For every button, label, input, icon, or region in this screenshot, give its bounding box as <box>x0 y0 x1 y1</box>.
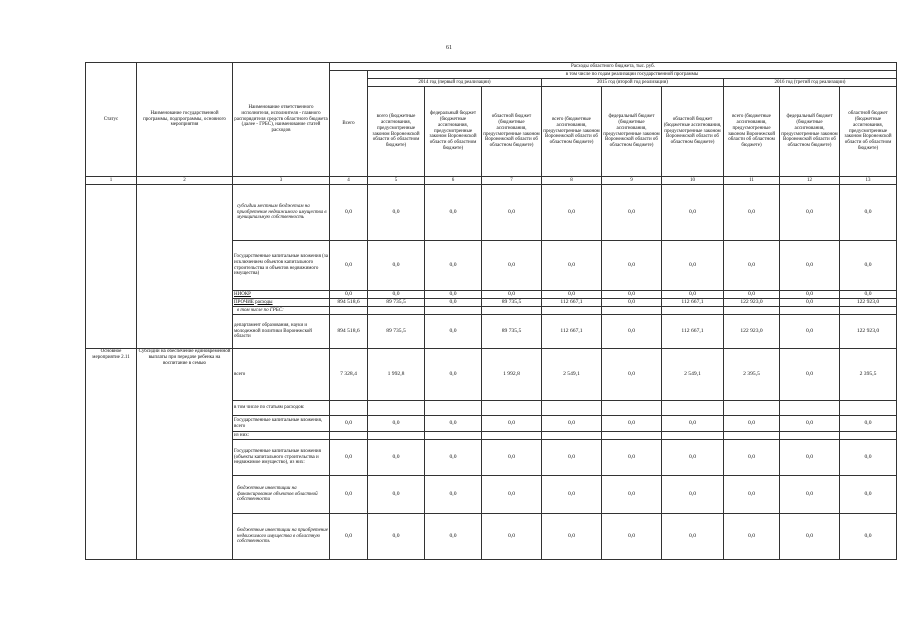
header-program-name: Наименование государственной программы, подпрограммы, основного мероприятия <box>137 63 233 177</box>
value-cell: 0,0 <box>724 185 780 241</box>
value-cell <box>330 307 368 315</box>
value-cell <box>330 401 368 416</box>
value-cell <box>368 401 425 416</box>
value-cell <box>840 432 897 440</box>
header-by-years: в том числе по годам реализации государственной программы <box>368 71 897 79</box>
value-cell <box>662 307 724 315</box>
value-cell: 0,0 <box>425 315 482 349</box>
header-year-3: 2016 год (третий год реализации) <box>724 79 897 87</box>
value-cell: 0,0 <box>482 476 542 514</box>
value-cell: 0,0 <box>368 440 425 476</box>
budget-table <box>85 62 897 560</box>
value-cell: 0,0 <box>425 514 482 560</box>
value-cell: 0,0 <box>368 291 425 299</box>
header-col-regional: областной бюджет (бюджетные ассигнования, предусмотренные законом Воронежской области об областном бюджете) <box>482 87 542 177</box>
value-cell: 0,0 <box>602 291 662 299</box>
value-cell: 0,0 <box>602 349 662 401</box>
column-number: 3 <box>233 177 330 185</box>
value-cell: 2 549,1 <box>542 349 602 401</box>
value-cell: 0,0 <box>368 241 425 291</box>
value-cell: 0,0 <box>368 185 425 241</box>
value-cell <box>482 307 542 315</box>
column-number: 4 <box>330 177 368 185</box>
value-cell: 2 549,1 <box>662 349 724 401</box>
value-cell: 7 328,4 <box>330 349 368 401</box>
row-label: Государственные капитальные вложения (объекты капитального строительства и недвижимое имущество), из них: <box>233 440 330 476</box>
value-cell: 0,0 <box>425 185 482 241</box>
value-cell <box>840 401 897 416</box>
value-cell: 1 992,8 <box>368 349 425 401</box>
value-cell: 122 923,0 <box>840 299 897 307</box>
value-cell: 0,0 <box>780 476 840 514</box>
row-label: Государственные капитальные вложения, всего <box>233 416 330 432</box>
value-cell: 0,0 <box>330 514 368 560</box>
column-number: 2 <box>137 177 233 185</box>
value-cell: 0,0 <box>662 241 724 291</box>
value-cell <box>330 432 368 440</box>
value-cell: 0,0 <box>780 514 840 560</box>
value-cell: 0,0 <box>482 185 542 241</box>
row-label: бюджетные инвестиции на финансирование объектов областной собственности <box>233 476 330 514</box>
value-cell: 0,0 <box>482 241 542 291</box>
value-cell: 0,0 <box>482 440 542 476</box>
value-cell <box>602 432 662 440</box>
value-cell <box>425 307 482 315</box>
header-year-1: 2014 год (первый год реализации) <box>368 79 542 87</box>
value-cell: 89 735,5 <box>368 315 425 349</box>
value-cell: 0,0 <box>780 299 840 307</box>
table-row <box>86 185 897 241</box>
value-cell: 0,0 <box>780 349 840 401</box>
value-cell <box>662 432 724 440</box>
value-cell: 0,0 <box>542 514 602 560</box>
value-cell <box>602 307 662 315</box>
program-name: Субсидии на обеспечение единовременной выплаты при передаче ребенка на воспитание в семью <box>137 349 233 560</box>
value-cell: 0,0 <box>840 185 897 241</box>
value-cell: 0,0 <box>724 514 780 560</box>
value-cell: 0,0 <box>840 416 897 432</box>
value-cell: 0,0 <box>542 241 602 291</box>
value-cell: 0,0 <box>662 185 724 241</box>
value-cell: 0,0 <box>482 291 542 299</box>
column-number: 8 <box>542 177 602 185</box>
value-cell <box>724 401 780 416</box>
header-col-federal: федеральный бюджет (бюджетные ассигнования, предусмотренные законом Воронежской области об областном бюджете) <box>602 87 662 177</box>
program-cell-empty <box>137 185 233 349</box>
value-cell: 0,0 <box>330 440 368 476</box>
row-label: в том числе по ГРБС: <box>233 307 330 315</box>
value-cell: 89 735,5 <box>482 315 542 349</box>
header-col-regional: областной бюджет (бюджетные ассигнования, предусмотренные законом Воронежской области об областном бюджете) <box>840 87 897 177</box>
value-cell: 0,0 <box>330 476 368 514</box>
value-cell: 0,0 <box>662 476 724 514</box>
value-cell: 0,0 <box>602 416 662 432</box>
value-cell: 0,0 <box>840 514 897 560</box>
value-cell <box>542 401 602 416</box>
value-cell <box>780 307 840 315</box>
column-number: 5 <box>368 177 425 185</box>
row-label: всего <box>233 349 330 401</box>
value-cell: 0,0 <box>724 241 780 291</box>
value-cell: 0,0 <box>780 416 840 432</box>
row-label: ПРОЧИЕ расходы <box>233 299 330 307</box>
value-cell: 0,0 <box>425 299 482 307</box>
value-cell: 0,0 <box>724 440 780 476</box>
value-cell: 0,0 <box>780 241 840 291</box>
header-col-total: всего (бюджетные ассигнования, предусмотренные законом Воронежской области об областном бюджете) <box>542 87 602 177</box>
value-cell: 0,0 <box>542 440 602 476</box>
value-cell <box>368 432 425 440</box>
header-expenses: Расходы областного бюджета, тыс. руб. <box>330 63 897 71</box>
value-cell: 0,0 <box>840 291 897 299</box>
value-cell: 0,0 <box>724 291 780 299</box>
value-cell: 89 735,5 <box>482 299 542 307</box>
value-cell <box>724 307 780 315</box>
column-number: 10 <box>662 177 724 185</box>
value-cell: 0,0 <box>330 185 368 241</box>
column-number: 13 <box>840 177 897 185</box>
value-cell <box>662 401 724 416</box>
value-cell: 0,0 <box>368 416 425 432</box>
value-cell: 0,0 <box>602 514 662 560</box>
value-cell: 0,0 <box>602 440 662 476</box>
value-cell: 0,0 <box>662 440 724 476</box>
value-cell: 122 923,0 <box>724 299 780 307</box>
value-cell <box>482 432 542 440</box>
column-number: 12 <box>780 177 840 185</box>
value-cell: 0,0 <box>330 241 368 291</box>
header-status: Статус <box>86 63 137 177</box>
value-cell: 0,0 <box>542 291 602 299</box>
value-cell: 0,0 <box>840 241 897 291</box>
column-number: 1 <box>86 177 137 185</box>
value-cell: 0,0 <box>780 185 840 241</box>
value-cell: 0,0 <box>602 299 662 307</box>
value-cell: 0,0 <box>840 440 897 476</box>
value-cell: 0,0 <box>482 514 542 560</box>
value-cell: 112 667,1 <box>542 315 602 349</box>
value-cell: 0,0 <box>542 185 602 241</box>
value-cell: 1 992,8 <box>482 349 542 401</box>
value-cell: 2 395,5 <box>724 349 780 401</box>
column-number: 7 <box>482 177 542 185</box>
column-number: 6 <box>425 177 482 185</box>
value-cell: 0,0 <box>780 315 840 349</box>
column-number: 9 <box>602 177 662 185</box>
value-cell: 0,0 <box>425 291 482 299</box>
value-cell: 0,0 <box>330 416 368 432</box>
value-cell: 894 518,6 <box>330 315 368 349</box>
header-executor: Наименование ответственного исполнителя, исполнителя - главного распорядителя средств областного бюджета (далее - ГРБС), наименование статей расходов <box>233 63 330 177</box>
value-cell: 0,0 <box>780 440 840 476</box>
value-cell: 0,0 <box>368 514 425 560</box>
value-cell <box>840 307 897 315</box>
row-label: бюджетные инвестиции на приобретение недвижимого имущества в областную собственность <box>233 514 330 560</box>
program-status: Основное мероприятие 2.11 <box>86 349 137 560</box>
value-cell: 122 923,0 <box>724 315 780 349</box>
value-cell <box>780 401 840 416</box>
value-cell: 0,0 <box>425 349 482 401</box>
row-label: Государственные капитальные вложения (за исключением объектов капитального строительства и объектов недвижимого имущества) <box>233 241 330 291</box>
value-cell: 0,0 <box>780 291 840 299</box>
row-label: из них: <box>233 432 330 440</box>
page-number: 61 <box>446 45 452 51</box>
value-cell: 89 735,5 <box>368 299 425 307</box>
status-cell-empty <box>86 185 137 349</box>
value-cell: 0,0 <box>724 476 780 514</box>
value-cell: 0,0 <box>368 476 425 514</box>
value-cell: 0,0 <box>602 185 662 241</box>
row-label: субсидии местным бюджетам на приобретение недвижимого имущества в муниципальную собственность <box>233 185 330 241</box>
header-col-federal: федеральный бюджет (бюджетные ассигнования, предусмотренные законом Воронежской области об областном бюджете) <box>780 87 840 177</box>
header-col-regional: областной бюджет (бюджетные ассигнования, предусмотренные законом Воронежской области об областном бюджете) <box>662 87 724 177</box>
value-cell: 0,0 <box>425 416 482 432</box>
column-number: 11 <box>724 177 780 185</box>
value-cell: 0,0 <box>330 291 368 299</box>
value-cell <box>368 307 425 315</box>
value-cell: 0,0 <box>602 315 662 349</box>
value-cell: 0,0 <box>662 514 724 560</box>
value-cell: 0,0 <box>542 416 602 432</box>
header-total: Всего <box>330 71 368 177</box>
value-cell: 0,0 <box>425 476 482 514</box>
value-cell: 0,0 <box>425 241 482 291</box>
row-label: в том числе по статьям расходов: <box>233 401 330 416</box>
value-cell <box>482 401 542 416</box>
value-cell <box>542 432 602 440</box>
value-cell: 0,0 <box>662 291 724 299</box>
value-cell: 0,0 <box>482 416 542 432</box>
value-cell: 112 667,1 <box>662 315 724 349</box>
value-cell <box>780 432 840 440</box>
value-cell <box>724 432 780 440</box>
header-col-total: всего (бюджетные ассигнования, предусмотренные законом Воронежской области об областном бюджете) <box>724 87 780 177</box>
value-cell: 0,0 <box>602 241 662 291</box>
header-col-federal: федеральный бюджет (бюджетные ассигнования, предусмотренные законом Воронежской области об областном бюджете) <box>425 87 482 177</box>
value-cell: 0,0 <box>840 476 897 514</box>
value-cell: 2 395,5 <box>840 349 897 401</box>
value-cell: 122 923,0 <box>840 315 897 349</box>
value-cell <box>602 401 662 416</box>
value-cell: 112 667,1 <box>662 299 724 307</box>
value-cell: 0,0 <box>724 416 780 432</box>
table-row <box>86 349 897 401</box>
value-cell: 0,0 <box>602 476 662 514</box>
value-cell <box>425 401 482 416</box>
value-cell: 0,0 <box>662 416 724 432</box>
value-cell: 112 667,1 <box>542 299 602 307</box>
value-cell: 0,0 <box>542 476 602 514</box>
header-col-total: всего (бюджетные ассигнования, предусмотренные законом Воронежской области об областном бюджете) <box>368 87 425 177</box>
value-cell <box>425 432 482 440</box>
value-cell: 894 518,6 <box>330 299 368 307</box>
row-label: НИОКР <box>233 291 330 299</box>
value-cell <box>542 307 602 315</box>
value-cell: 0,0 <box>425 440 482 476</box>
header-year-2: 2015 год (второй год реализации) <box>542 79 724 87</box>
row-label: департамент образования, науки и молодежной политики Воронежской области <box>233 315 330 349</box>
